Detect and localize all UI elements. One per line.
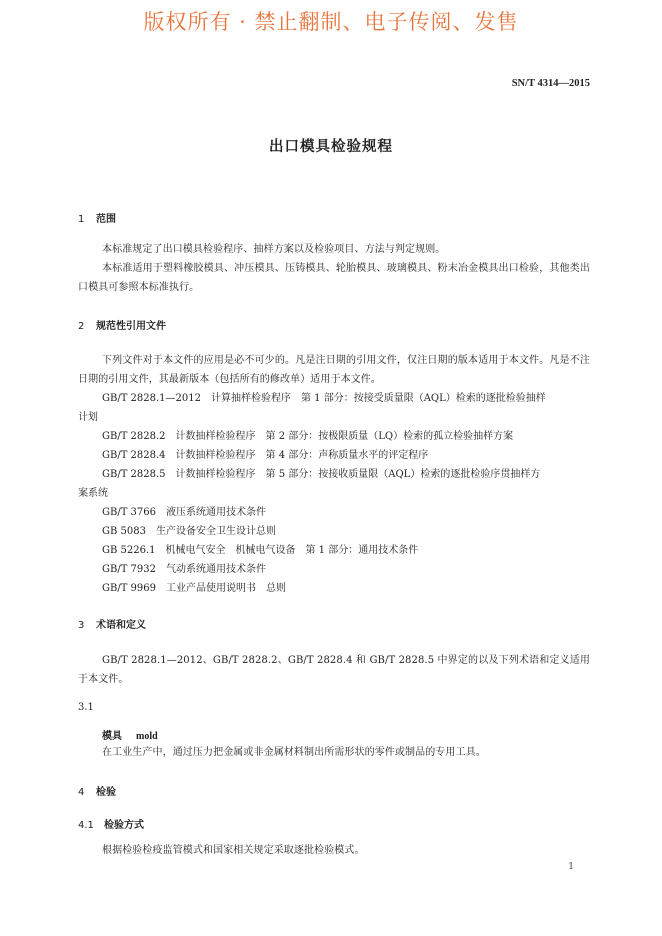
term-name [102, 727, 158, 742]
reference-item: GB 5083 生产设备安全卫生设计总则 [102, 526, 276, 537]
subsection-number: 4.1 [78, 820, 94, 831]
section-3-heading [78, 616, 146, 631]
reference-item: GB/T 3766 液压系统通用技术条件 [102, 507, 267, 518]
term-name-english: mold [136, 731, 158, 742]
standard-number: SN/T 4314—2015 [511, 78, 590, 89]
reference-item: GB/T 2828.4 计数抽样检验程序 第 4 部分：声称质量水平的评定程序 [102, 450, 429, 461]
section-number: 2 [78, 321, 85, 332]
terms-intro: GB/T 2828.1—2012、GB/T 2828.2、GB/T 2828.4 和 GB/T 2828.5 中界定的以及下列术语和定义适用于本文件。 [78, 655, 590, 685]
scope-paragraph-2: 本标准适用于塑料橡胶模具、冲压模具、压铸模具、轮胎模具、玻璃模具、粉末冶金模具出口检验，其他类出口模具可参照本标准执行。 [78, 263, 590, 293]
page-number: 1 [568, 862, 574, 872]
reference-item: GB/T 2828.2 计数抽样检验程序 第 2 部分：按极限质量（LQ）检索的孤立检验抽样方案 [102, 431, 514, 442]
reference-item-continuation: 计划 [78, 412, 98, 423]
term-definition: 在工业生产中，通过压力把金属或非金属材料制出所需形状的零件或制品的专用工具。 [102, 747, 486, 758]
document-title: 出口模具检验规程 [269, 139, 393, 155]
section-number: 1 [78, 214, 85, 225]
inspection-method-text: 根据检验检疫监管模式和国家相关规定采取逐批检验模式。 [102, 845, 365, 856]
section-4-heading [78, 783, 116, 798]
term-number: 3.1 [78, 702, 94, 713]
subsection-title: 检验方式 [104, 820, 144, 831]
section-number: 3 [78, 620, 85, 631]
section-title: 范围 [96, 214, 116, 225]
section-number: 4 [78, 787, 85, 798]
section-title: 术语和定义 [96, 620, 146, 631]
reference-item: GB/T 2828.5 计数抽样检验程序 第 5 部分：按接收质量限（AQL）检索的逐批检验序贯抽样方 [102, 469, 541, 480]
section-2-heading [78, 317, 166, 332]
term-name-chinese: 模具 [102, 731, 122, 742]
reference-item-continuation: 案系统 [78, 488, 108, 499]
section-1-heading [78, 210, 116, 225]
section-title: 检验 [96, 787, 116, 798]
watermark-banner: 版权所有 · 禁止翻制、电子传阅、发售 [143, 10, 519, 34]
reference-item: GB 5226.1 机械电气安全 机械电气设备 第 1 部分：通用技术条件 [102, 545, 419, 556]
references-intro: 下列文件对于本文件的应用是必不可少的。凡是注日期的引用文件，仅注日期的版本适用于本文件。凡是不注日期的引用文件，其最新版本（包括所有的修改单）适用于本文件。 [78, 355, 590, 385]
reference-item: GB/T 2828.1—2012 计算抽样检验程序 第 1 部分：按接受质量限（AQL）检索的逐批检验抽样 [102, 393, 546, 404]
subsection-4-1-heading [78, 816, 144, 831]
reference-list [78, 389, 590, 598]
section-title: 规范性引用文件 [96, 321, 166, 332]
reference-item: GB/T 9969 工业产品使用说明书 总则 [102, 583, 287, 594]
scope-paragraph-1: 本标准规定了出口模具检验程序、抽样方案以及检验项目、方法与判定规则。 [102, 244, 446, 255]
reference-item: GB/T 7932 气动系统通用技术条件 [102, 564, 267, 575]
